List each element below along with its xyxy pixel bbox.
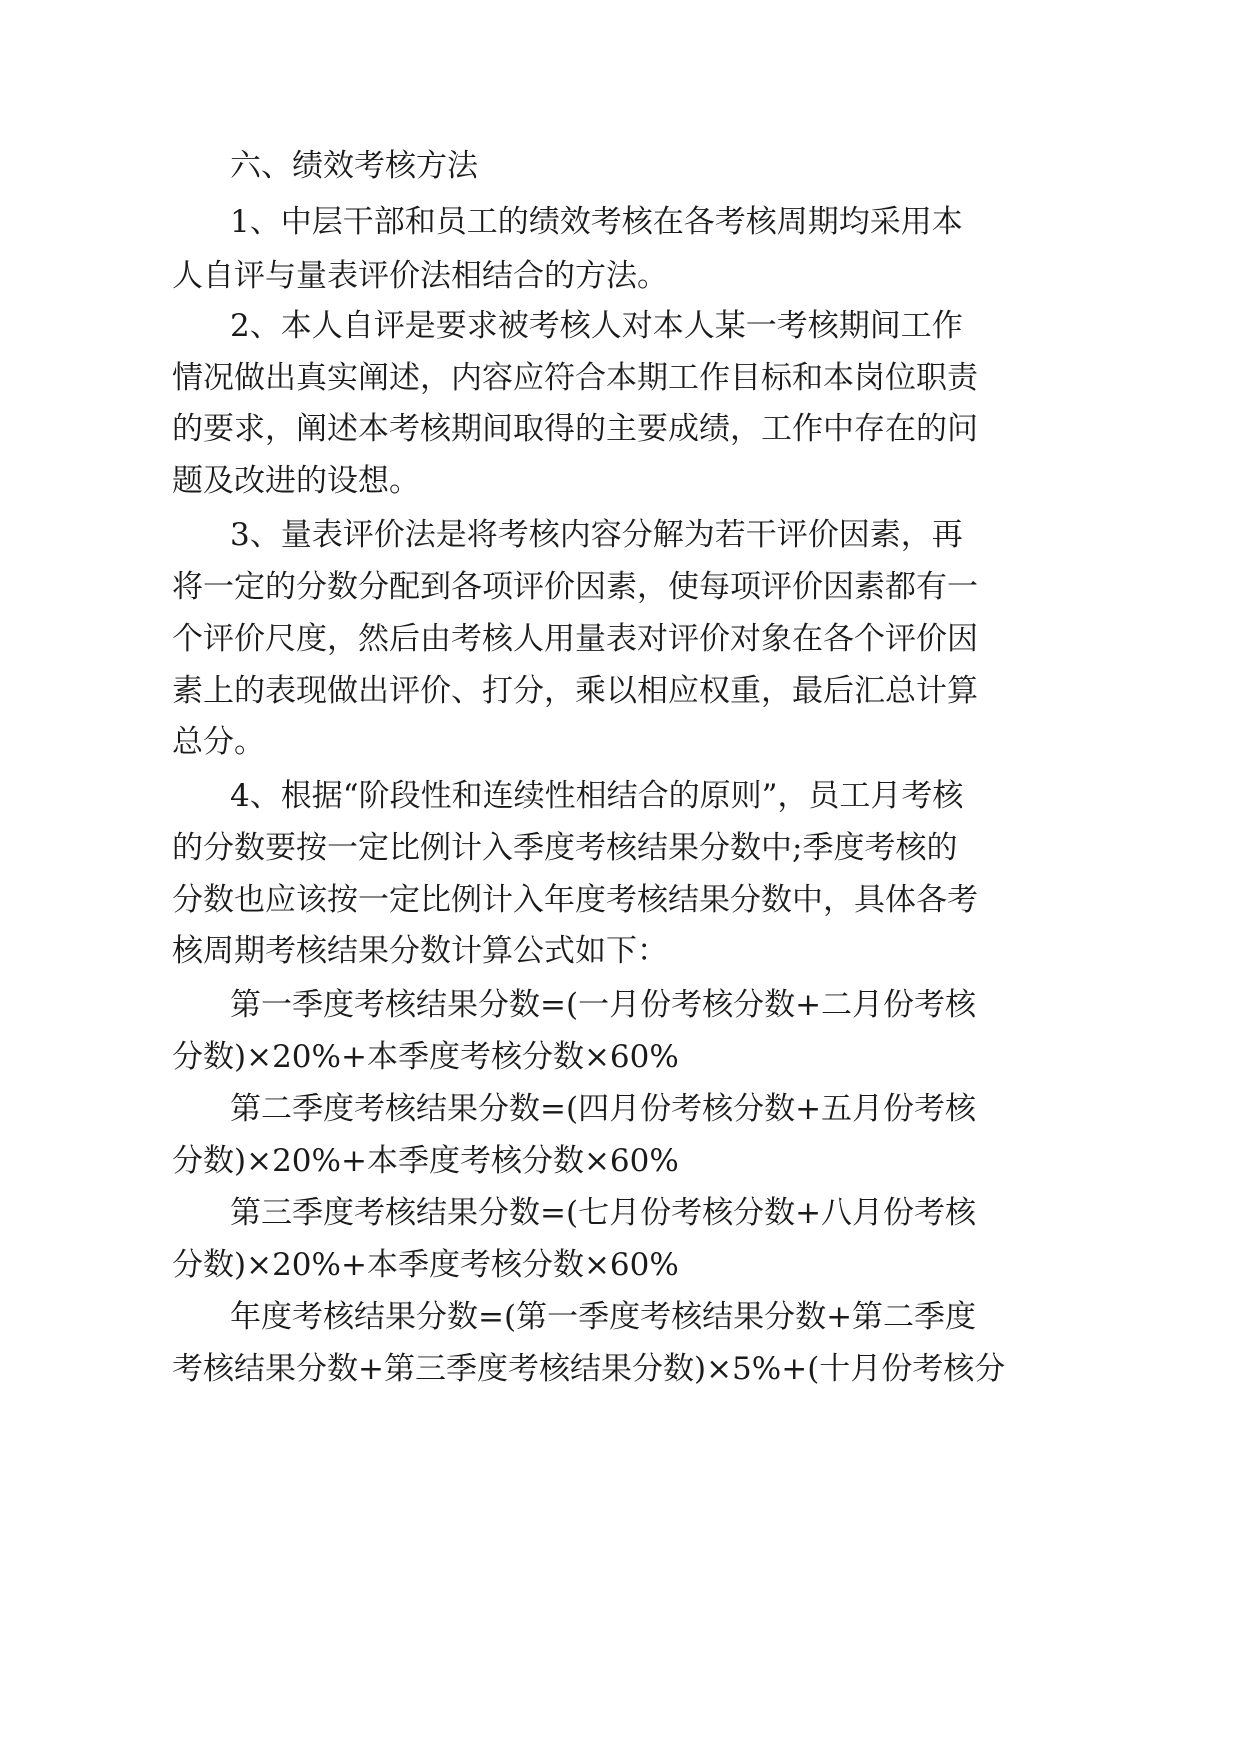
paragraph-line: 人自评与量表评价法相结合的方法。 <box>172 258 668 294</box>
paragraph-line: 的要求，阐述本考核期间取得的主要成绩，工作中存在的问 <box>172 411 978 447</box>
paragraph-line: 个评价尺度，然后由考核人用量表对评价对象在各个评价因 <box>172 621 978 657</box>
formula-line: 分数)×20%+本季度考核分数×60% <box>172 1247 679 1283</box>
paragraph-line: 题及改进的设想。 <box>172 463 420 499</box>
paragraph-line: 将一定的分数分配到各项评价因素，使每项评价因素都有一 <box>172 569 978 605</box>
paragraph-line: 核周期考核结果分数计算公式如下： <box>172 933 668 969</box>
paragraph-line: 素上的表现做出评价、打分，乘以相应权重，最后汇总计算 <box>172 673 978 709</box>
paragraph-line: 的分数要按一定比例计入季度考核结果分数中;季度考核的 <box>172 830 958 866</box>
formula-line: 第三季度考核结果分数=(七月份考核分数+八月份考核 <box>230 1195 977 1231</box>
formula-line: 年度考核结果分数=(第一季度考核结果分数+第二季度 <box>230 1299 977 1335</box>
formula-line: 分数)×20%+本季度考核分数×60% <box>172 1039 679 1075</box>
paragraph-line: 1、中层干部和员工的绩效考核在各考核周期均采用本 <box>230 204 963 240</box>
paragraph-line: 情况做出真实阐述，内容应符合本期工作目标和本岗位职责 <box>172 360 978 396</box>
formula-line: 第二季度考核结果分数=(四月份考核分数+五月份考核 <box>230 1091 977 1127</box>
section-heading: 六、绩效考核方法 <box>230 148 478 184</box>
paragraph-line: 3、量表评价法是将考核内容分解为若干评价因素，再 <box>230 517 963 553</box>
paragraph-line: 2、本人自评是要求被考核人对本人某一考核期间工作 <box>230 308 963 344</box>
paragraph-line: 总分。 <box>172 724 265 760</box>
paragraph-line: 4、根据“阶段性和连续性相结合的原则”，员工月考核 <box>230 778 964 814</box>
formula-line: 考核结果分数+第三季度考核结果分数)×5%+(十月份考核分 <box>172 1351 1006 1387</box>
paragraph-line: 分数也应该按一定比例计入年度考核结果分数中，具体各考 <box>172 882 978 918</box>
formula-line: 分数)×20%+本季度考核分数×60% <box>172 1143 679 1179</box>
formula-line: 第一季度考核结果分数=(一月份考核分数+二月份考核 <box>230 987 977 1023</box>
